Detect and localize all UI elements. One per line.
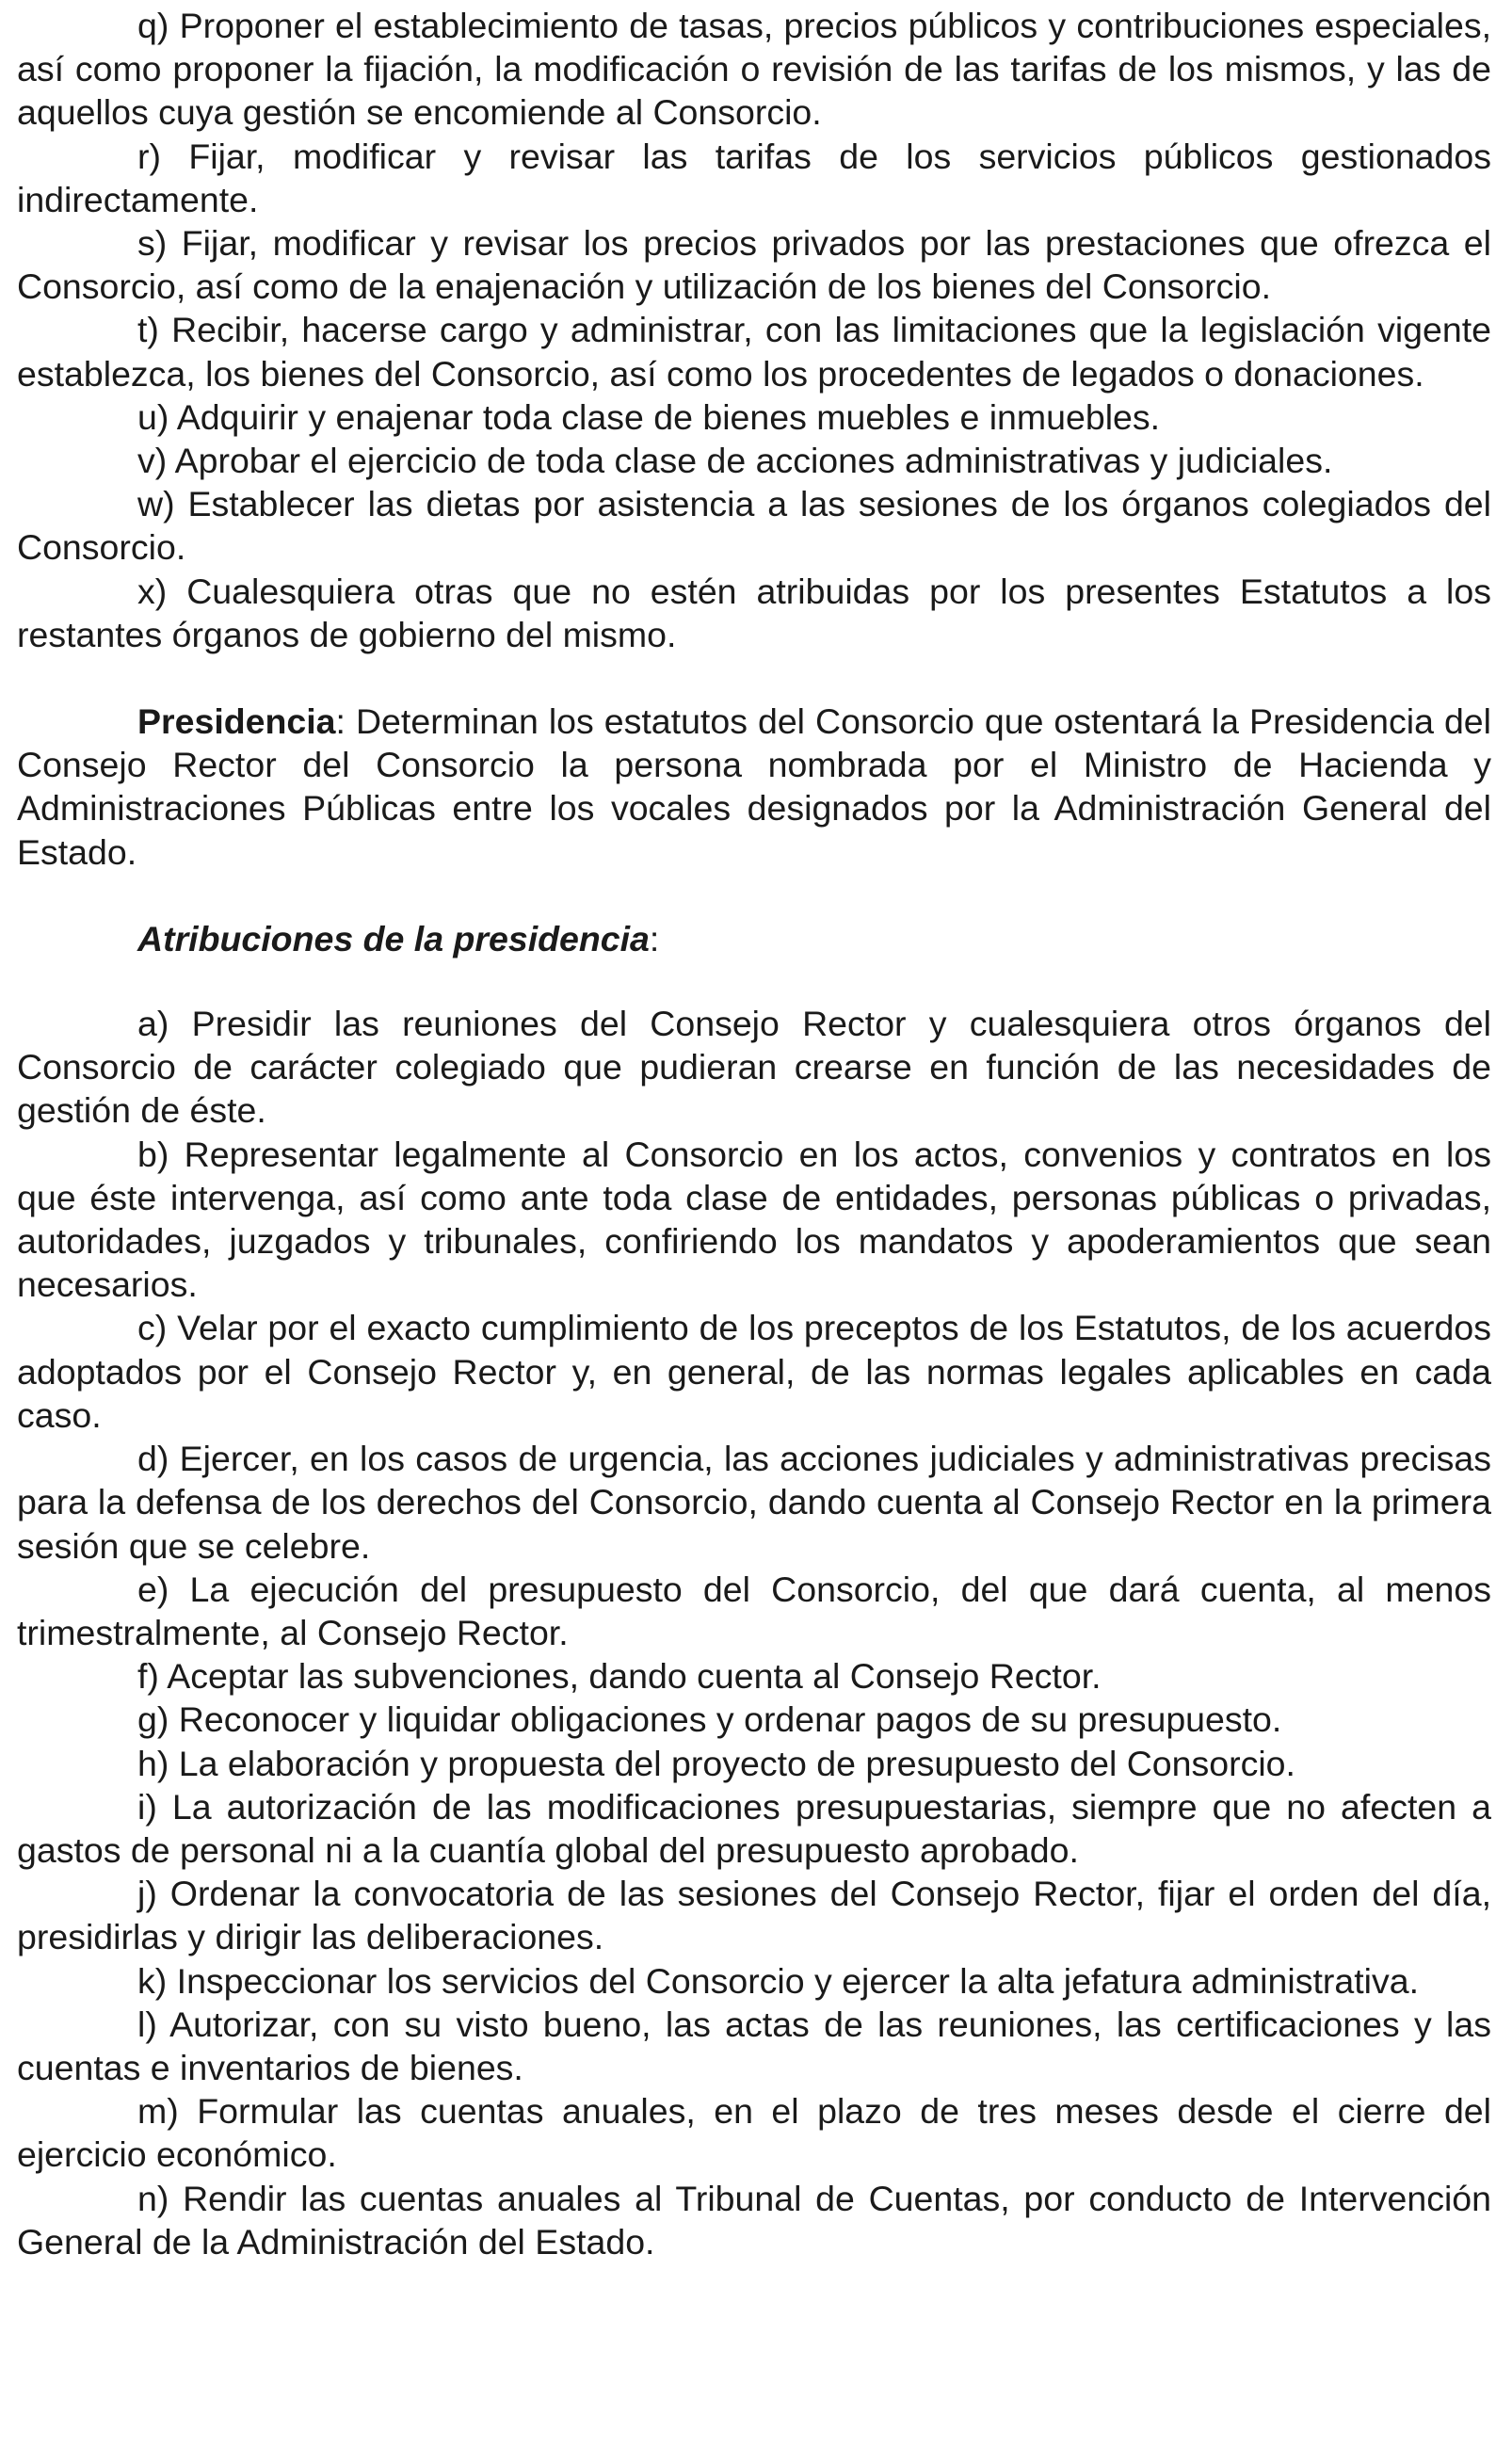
- list-item: j) Ordenar la convocatoria de las sesiones del Consejo Rector, fijar el orden del día, presidirlas y dirigir las deliberaciones.: [17, 1874, 1491, 1957]
- list-item: q) Proponer el establecimiento de tasas, precios públicos y contribuciones especiales, así como proponer la fijación, la modificación o revisión de las tarifas de los mismos, y las de aquellos cuya gestión se encomiende al Consorcio.: [17, 6, 1491, 133]
- section-heading: [17, 917, 1491, 960]
- list-item: w) Establecer las dietas por asistencia a las sesiones de los órganos colegiados del Consorcio.: [17, 484, 1491, 568]
- presidencia-text: : Determinan los estatutos del Consorcio que ostentará la Presidencia del Consejo Rector del Consorcio la persona nombrada por el Ministro de Hacienda y Administraciones Públicas entre los vocales designados por la Administración General del Estado.: [17, 701, 1491, 872]
- list-item: d) Ejercer, en los casos de urgencia, las acciones judiciales y administrativas precisas para la defensa de los derechos del Consorcio, dando cuenta al Consejo Rector en la primera sesión que se celebre.: [17, 1439, 1491, 1566]
- list-item: b) Representar legalmente al Consorcio en los actos, convenios y contratos en los que éste intervenga, así como ante toda clase de entidades, personas públicas o privadas, autoridades, juzgados y tribunales, confiriendo los mandatos y apoderamientos que sean necesarios.: [17, 1134, 1491, 1305]
- list-item: t) Recibir, hacerse cargo y administrar, con las limitaciones que la legislación vigente establezca, los bienes del Consorcio, así como los procedentes de legados o donaciones.: [17, 310, 1491, 394]
- spacer: [17, 656, 1491, 700]
- list-item: f) Aceptar las subvenciones, dando cuenta al Consejo Rector.: [137, 1656, 1102, 1697]
- list-item: v) Aprobar el ejercicio de toda clase de acciones administrativas y judiciales.: [137, 441, 1333, 481]
- list-item: r) Fijar, modificar y revisar las tarifas de los servicios públicos gestionados indirectamente.: [17, 136, 1491, 219]
- spacer: [17, 874, 1491, 917]
- list-item: u) Adquirir y enajenar toda clase de bienes muebles e inmuebles.: [137, 396, 1161, 437]
- list-item: l) Autorizar, con su visto bueno, las actas de las reuniones, las certificaciones y las cuentas e inventarios de bienes.: [17, 2004, 1491, 2087]
- list-item: n) Rendir las cuentas anuales al Tribunal de Cuentas, por conducto de Intervención General de la Administración del Estado.: [17, 2178, 1491, 2262]
- presidencia-paragraph: [17, 700, 1491, 874]
- spacer: [17, 960, 1491, 1002]
- list-item: i) La autorización de las modificaciones presupuestarias, siempre que no afecten a gastos de personal ni a la cuantía global del presupuesto aprobado.: [17, 1786, 1491, 1870]
- presidencia-label: Presidencia: [137, 701, 336, 742]
- list-item: g) Reconocer y liquidar obligaciones y ordenar pagos de su presupuesto.: [137, 1699, 1282, 1740]
- list-item: a) Presidir las reuniones del Consejo Rector y cualesquiera otros órganos del Consorcio de carácter colegiado que pudieran crearse en función de las necesidades de gestión de éste.: [17, 1004, 1491, 1131]
- list-item: h) La elaboración y propuesta del proyecto de presupuesto del Consorcio.: [137, 1743, 1295, 1783]
- heading-text: Atribuciones de la presidencia: [137, 918, 650, 958]
- list-item: k) Inspeccionar los servicios del Consorcio y ejercer la alta jefatura administrativa.: [137, 1960, 1419, 2001]
- list-item: s) Fijar, modificar y revisar los precios privados por las prestaciones que ofrezca el Consorcio, así como de la enajenación y utilización de los bienes del Consorcio.: [17, 223, 1491, 307]
- document-page: [17, 4, 1491, 2263]
- list-item: c) Velar por el exacto cumplimiento de los preceptos de los Estatutos, de los acuerdos adoptados por el Consejo Rector y, en general, de las normas legales aplicables en cada caso.: [17, 1308, 1491, 1435]
- list-item: x) Cualesquiera otras que no estén atribuidas por los presentes Estatutos a los restantes órganos de gobierno del mismo.: [17, 571, 1491, 654]
- list-item: e) La ejecución del presupuesto del Consorcio, del que dará cuenta, al menos trimestralmente, al Consejo Rector.: [17, 1569, 1491, 1652]
- heading-colon: :: [649, 918, 660, 958]
- list-item: m) Formular las cuentas anuales, en el plazo de tres meses desde el cierre del ejercicio económico.: [17, 2091, 1491, 2175]
